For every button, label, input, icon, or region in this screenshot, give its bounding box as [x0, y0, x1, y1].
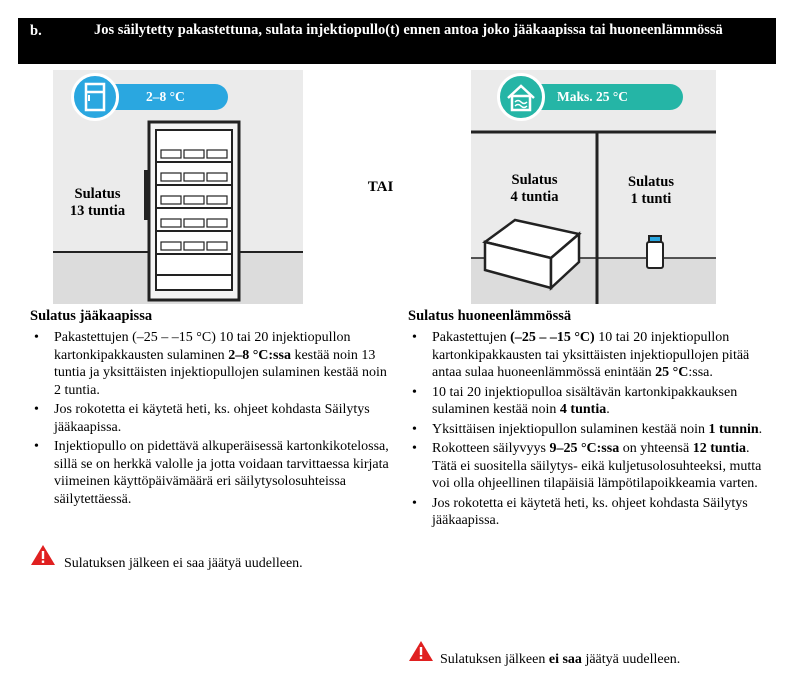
fridge-thaw-time: 13 tuntia	[69, 203, 126, 219]
fridge-bullet-list	[30, 329, 395, 510]
carton-thaw-caption	[492, 172, 577, 206]
room-temp: Maks. 25 °C	[557, 89, 629, 104]
vial-thaw-caption	[612, 174, 690, 208]
section-letter: b.	[30, 23, 42, 39]
section-header	[18, 18, 776, 64]
room-bullet-4: • Rokotteen säilyvyys 9–25 °C:ssa on yhteensä 12 tuntia. Tätä ei suositella säilytys- eikä kuljetusolosuhteeksi, mutta voi olla ohjeellinen tilapäisiä lämpötilapoikkeamia varten.	[408, 440, 768, 493]
fridge-icon	[144, 122, 239, 300]
section-title: Jos säilytetty pakastettuna, sulata injektiopullo(t) ennen antoa joko jääkaapissa tai huoneenlämmössä	[94, 22, 723, 38]
vial-icon	[647, 236, 663, 268]
fridge-bullet-1: • Pakastettujen (–25 – –15 °C) 10 tai 20 injektiopullon kartonkipakkausten sulaminen 2–8 °C:ssa kestää noin 13 tuntia ja yksittäisten injektiopullojen sulaminen kestää noin 2 tuntia.	[30, 329, 395, 399]
warning-icon	[408, 640, 434, 662]
room-warning-text: Sulatuksen jälkeen ei saa jäätyä uudelleen.	[440, 652, 681, 667]
carton-thaw-time: 4 tuntia	[510, 189, 559, 205]
fridge-bullet-2: • Jos rokotetta ei käytetä heti, ks. ohjeet kohdasta Säilytys jääkaapissa.	[30, 401, 395, 436]
or-label: TAI	[367, 179, 394, 195]
warning-icon	[30, 544, 56, 566]
fridge-warning-text: Sulatuksen jälkeen ei saa jäätyä uudelleen.	[64, 556, 303, 571]
vial-thaw-time: 1 tunti	[630, 191, 672, 207]
room-bullet-2: • 10 tai 20 injektiopulloa sisältävän kartonkipakkauksen sulaminen kestää noin 4 tuntia.	[408, 384, 768, 419]
room-bullet-5: • Jos rokotetta ei käytetä heti, ks. ohjeet kohdasta Säilytys jääkaapissa.	[408, 495, 768, 530]
fridge-warning	[30, 544, 390, 574]
room-bullet-list	[408, 329, 768, 532]
fridge-thaw-caption	[55, 186, 140, 220]
fridge-temp-icon	[71, 73, 119, 121]
fridge-temp: 2–8 °C	[146, 89, 185, 104]
room-section-heading: Sulatus huoneenlämmössä	[408, 308, 572, 324]
carton-thaw-label: Sulatus	[511, 172, 558, 188]
room-warning	[408, 640, 778, 670]
vial-thaw-label: Sulatus	[628, 174, 674, 190]
room-temp-icon	[497, 73, 545, 121]
fridge-section-heading: Sulatus jääkaapissa	[30, 308, 153, 324]
fridge-thaw-label: Sulatus	[74, 186, 121, 202]
fridge-bullet-3: • Injektiopullo on pidettävä alkuperäisessä kartonkikotelossa, sillä se on herkkä valolle ja jotta voidaan tarvittaessa kirjata viimeinen käyttöpäivämäärä eri säilytysolosuhteissa säilytettäessä.	[30, 438, 395, 508]
room-bullet-1: • Pakastettujen (–25 – –15 °C) 10 tai 20 injektiopullon kartonkipakkausten tai yksittäisten injektiopullojen pitää antaa sulaa huoneenlämmössä enintään 25 °C:ssa.	[408, 329, 768, 382]
room-bullet-3: • Yksittäisen injektiopullon sulaminen kestää noin 1 tunnin.	[408, 421, 768, 439]
